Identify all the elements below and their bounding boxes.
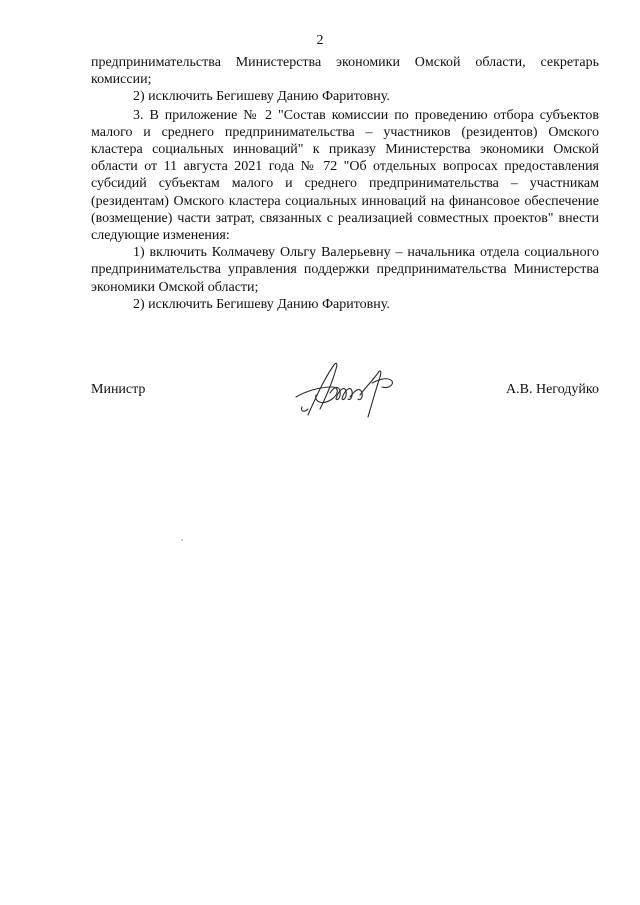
signer-name: А.В. Негодуйко <box>506 382 599 397</box>
signature-block <box>91 375 599 435</box>
paragraph-continuation: предпринимательства Министерства экономики Омской области, секретарь комиссии; <box>91 55 599 88</box>
paragraph-include-item: 1) включить Колмачеву Ольгу Валерьевну – начальника отдела социального предпринимательства управления поддержки предпринимательства Министерства экономики Омской области; <box>91 245 599 295</box>
signer-position: Министр <box>91 382 146 397</box>
paragraph-exclude-item-1: 2) исключить Бегишеву Данию Фаритовну. <box>133 89 390 105</box>
document-body <box>91 54 599 313</box>
page-number: 2 <box>316 33 324 48</box>
paragraph-exclude-item-2: 2) исключить Бегишеву Данию Фаритовну. <box>133 296 390 312</box>
scan-artifact-dot <box>181 539 183 541</box>
handwritten-signature-icon <box>286 357 416 427</box>
paragraph-item-3: 3. В приложение № 2 "Состав комиссии по проведению отбора субъектов малого и среднего предпринимательства – участников (резидентов) Омского кластера социальных инноваций" к приказу Министерства экономики Омской области от 11 августа 2021 года № 72 "Об отдельных вопросах предоставления субсидий субъектам малого и среднего предпринимательства – участникам (резидентам) Омского кластера социальных инноваций на финансовое обеспечение (возмещение) части затрат, связанных с реализацией совместных проектов" внести следующие изменения: <box>91 107 599 244</box>
